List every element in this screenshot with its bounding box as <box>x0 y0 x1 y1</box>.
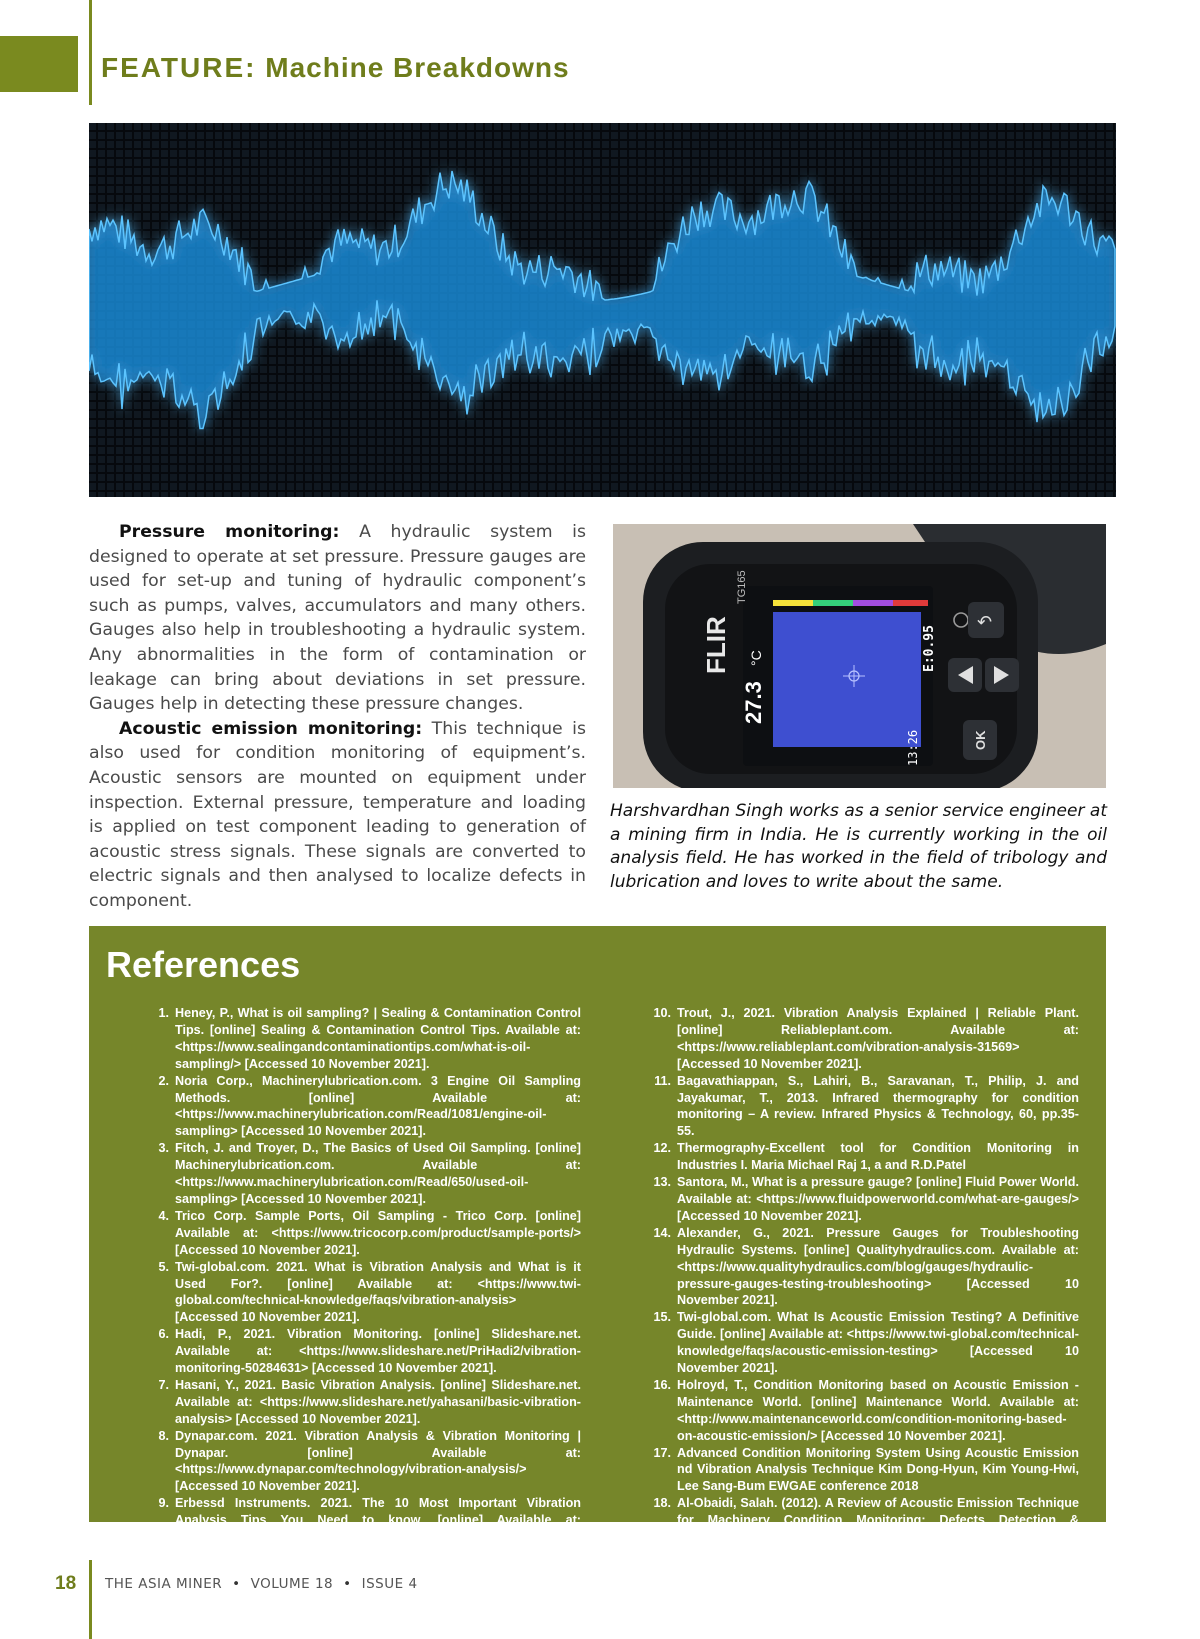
reference-text: Trout, J., 2021. Vibration Analysis Explained | Reliable Plant. [online] Reliableplant.com. Available at: <https://www.reliableplant.com/vibration-analysis-31569> [Accessed 10 November 2021]. <box>677 1006 1079 1071</box>
reference-item <box>649 1495 1079 1546</box>
reference-number: 10. <box>653 1006 671 1020</box>
references-column-left <box>151 1005 581 1563</box>
reference-item <box>151 1073 581 1141</box>
back-arrow-icon: ↶ <box>977 612 993 633</box>
bottom-rule <box>89 1560 92 1639</box>
paragraph-acoustic <box>89 717 586 914</box>
thermal-camera-photo <box>613 524 1106 788</box>
reference-number: 9. <box>158 1496 169 1511</box>
references-title: References <box>106 944 301 985</box>
section-tab <box>0 36 78 92</box>
reference-text: Heney, P., What is oil sampling? | Sealing & Contamination Control Tips. [online] Sealing & Contamination Control Tips. Available at: <https://www.sealingandcontaminationtips.com/what-is-oil-sampling/> [Accessed 10 November 2021]. <box>175 1006 581 1071</box>
reference-text: Thermography-Excellent tool for Condition Monitoring in Industries I. Maria Michael Raj 1, a and R.D.Patel <box>677 1141 1079 1173</box>
acoustic-heading: Acoustic emission monitoring: <box>119 718 423 739</box>
reference-item <box>649 1377 1079 1445</box>
reference-number: 2. <box>158 1073 169 1088</box>
top-rule <box>89 0 92 105</box>
reference-text: Hadi, P., 2021. Vibration Monitoring. [online] Slideshare.net. Available at: <https://www.slideshare.net/PriHadi2/vibration-monitoring-50284631> [Accessed 10 November 2021]. <box>175 1327 581 1376</box>
reference-item <box>649 1140 1079 1174</box>
reference-item <box>151 1208 581 1259</box>
reference-item <box>151 1005 581 1073</box>
acoustic-text: This technique is also used for condition monitoring of equipment’s. Acoustic sensors are mounted on equipment under inspection. External pressure, temperature and loading is applied on test component leading to generation of acoustic stress signals. These signals are converted to electric signals and then analysed to localize defects in component. <box>89 718 586 911</box>
reference-number: 13. <box>653 1175 671 1190</box>
reference-text: Twi-global.com. What Is Acoustic Emission Testing? A Definitive Guide. [online] Available at: <https://www.twi-global.com/technical-knowledge/faqs/acoustic-emission-testing> [Accessed 10 November 2021]. <box>677 1310 1079 1376</box>
reference-text: Erbessd Instruments. 2021. The 10 Most Important Vibration Analysis Tips You Need to know. [online] Available at: <https://www.erbessd-instruments.com/articles/vibration-analysis/> [Accessed 10 November 2021]. <box>175 1496 581 1561</box>
bullet-separator: • <box>232 1576 241 1592</box>
reference-text: Hasani, Y., 2021. Basic Vibration Analysis. [online] Slideshare.net. Available at: <https://www.slideshare.net/yahasani/basic-vibration-analysis> [Accessed 10 November 2021]. <box>175 1377 581 1426</box>
reference-number: 3. <box>158 1141 169 1156</box>
reference-number: 11. <box>654 1073 671 1088</box>
reference-item <box>151 1428 581 1496</box>
page-number: 18 <box>55 1573 77 1594</box>
reference-item <box>649 1005 1079 1073</box>
reference-number: 1. <box>158 1006 169 1020</box>
references-column-right <box>649 1005 1079 1546</box>
flir-logo-icon <box>701 616 731 674</box>
author-caption: Harshvardhan Singh works as a senior service engineer at a mining firm in India. He is currently working in the oil analysis field. He has worked in the field of tribology and lubrication and loves to write about the same. <box>610 801 1107 892</box>
reference-text: Holroyd, T., Condition Monitoring based on Acoustic Emission - Maintenance World. [online] Maintenance World. Available at: <http://www.maintenanceworld.com/condition-monitoring-based-on-acoustic-emission/> [Accessed 10 November 2021]. <box>677 1377 1079 1443</box>
brand-label: FLIR <box>701 616 731 674</box>
model-label: TG165 <box>736 570 748 604</box>
reference-item <box>151 1259 581 1327</box>
feature-title: Machine Breakdowns <box>265 52 570 83</box>
feature-header <box>101 52 570 84</box>
pressure-text: A hydraulic system is designed to operate at set pressure. Pressure gauges are used for set-up and tuning of hydraulic component’s such as pumps, valves, accumulators and many others. Gauges also help in troubleshooting a hydraulic system. Any abnormalities in the form of contamination or leakage can bring about deviations in set pressure. Gauges help in detecting these pressure changes. <box>89 522 586 715</box>
reference-number: 16. <box>653 1377 671 1392</box>
reference-text: Trico Corp. Sample Ports, Oil Sampling - Trico Corp. [online] Available at: <https://www.tricocorp.com/product/sample-ports/> [Accessed 10 November 2021]. <box>175 1208 581 1257</box>
temperature-readout: 27.3 <box>741 681 766 724</box>
reference-number: 8. <box>158 1428 169 1443</box>
reference-number: 5. <box>158 1259 169 1274</box>
waveform-image <box>89 123 1116 497</box>
publication-name: THE ASIA MINER <box>105 1576 223 1592</box>
temperature-unit: °C <box>748 650 764 666</box>
reference-item <box>649 1309 1079 1377</box>
footer-publication <box>105 1576 418 1592</box>
pressure-heading: Pressure monitoring: <box>119 522 340 542</box>
reference-text: Bagavathiappan, S., Lahiri, B., Saravanan, T., Philip, J. and Jayakumar, T., 2013. Infrared thermography for condition monitoring – A review. Infrared Physics & Technology, 60, pp.35-55. <box>677 1073 1079 1139</box>
body-text <box>89 520 586 914</box>
reference-item <box>151 1326 581 1377</box>
reference-text: Twi-global.com. 2021. What is Vibration Analysis and What is it Used For?. [online] Available at: <https://www.twi-global.com/technical-knowledge/faqs/vibration-analysis> [Accessed 10 November 2021]. <box>175 1259 581 1325</box>
issue-label: ISSUE 4 <box>361 1576 418 1592</box>
reference-item <box>151 1377 581 1428</box>
emissivity-readout: E:0.95 <box>922 625 937 672</box>
ok-label: OK <box>973 730 988 750</box>
reference-text: Alexander, G., 2021. Pressure Gauges for Troubleshooting Hydraulic Systems. [online] Qualityhydraulics.com. Available at: <https://www.qualityhydraulics.com/blog/gauges/hydraulic-pressure-gauges-testing-troubleshooting> [Accessed 10 November 2021]. <box>677 1225 1079 1308</box>
reference-number: 17. <box>653 1445 671 1460</box>
reference-text: Dynapar.com. 2021. Vibration Analysis & Vibration Monitoring | Dynapar. [online] Available at: <https://www.dynapar.com/technology/vibration-analysis/> [Accessed 10 November 2021]. <box>175 1428 581 1494</box>
references-box <box>89 926 1106 1561</box>
reference-text: Advanced Condition Monitoring System Using Acoustic Emission nd Vibration Analysis Technique Kim Dong-Hyun, Kim Young-Hwi, Lee Sang-Bum EWGAE conference 2018 <box>677 1445 1079 1494</box>
reference-text: Al-Obaidi, Salah. (2012). A Review of Acoustic Emission Technique for Machinery Condition Monitoring: Defects Detection & Diagnostic. Applied Mechanics and Materials. <box>677 1496 1079 1545</box>
reference-item <box>649 1073 1079 1141</box>
volume-label: VOLUME 18 <box>250 1576 334 1592</box>
reference-number: 7. <box>158 1377 169 1392</box>
bullet-separator: • <box>343 1576 352 1592</box>
reference-number: 15. <box>653 1310 671 1325</box>
reference-item <box>151 1140 581 1208</box>
reference-item <box>151 1495 581 1563</box>
reference-text: Noria Corp., Machinerylubrication.com. 3 Engine Oil Sampling Methods. [online] Available at: <https://www.machinerylubrication.com/Read/1081/engine-oil-sampling> [Accessed 10 November 2021]. <box>175 1073 581 1139</box>
reference-item <box>649 1225 1079 1310</box>
reference-text: Santora, M., What is a pressure gauge? [online] Fluid Power World. Available at: <https://www.fluidpowerworld.com/what-are-gauges/> [Accessed 10 November 2021]. <box>677 1175 1079 1223</box>
reference-item <box>649 1174 1079 1225</box>
paragraph-pressure <box>89 520 586 717</box>
reference-number: 14. <box>653 1225 671 1240</box>
reference-number: 18. <box>653 1496 671 1511</box>
reference-text: Fitch, J. and Troyer, D., The Basics of Used Oil Sampling. [online] Machinerylubrication.com. Available at: <https://www.machinerylubrication.com/Read/650/used-oil-sampling> [Accessed 10 November 2021]. <box>175 1141 581 1206</box>
feature-kicker: FEATURE: <box>101 52 257 83</box>
reference-number: 4. <box>158 1208 169 1223</box>
reference-number: 12. <box>653 1141 671 1156</box>
reference-number: 6. <box>158 1327 169 1342</box>
reference-item <box>649 1445 1079 1496</box>
clock-readout: 13:26 <box>906 729 920 766</box>
